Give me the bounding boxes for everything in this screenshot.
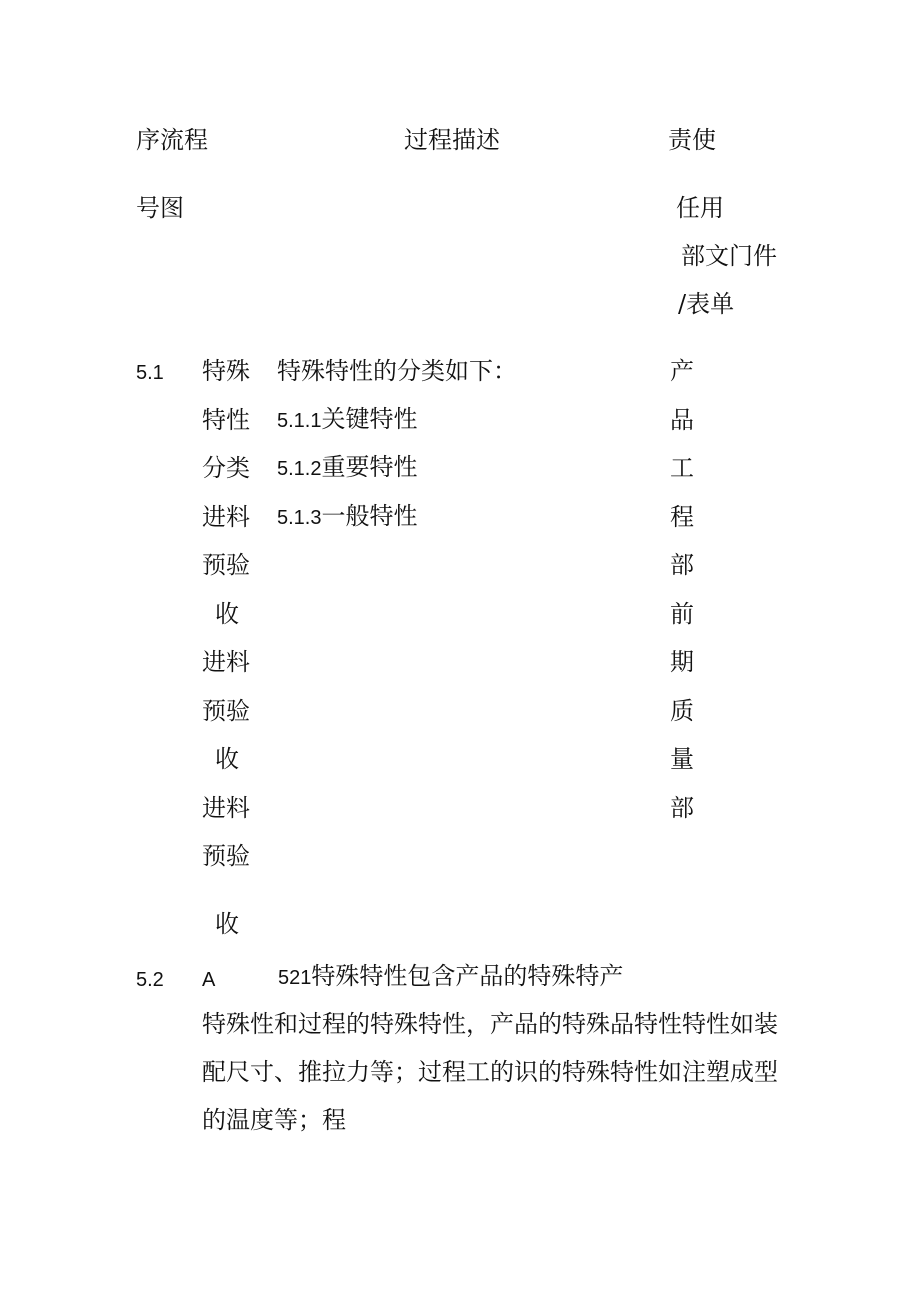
flow-line: 进料	[202, 648, 250, 676]
flow-line: 预验	[202, 551, 250, 579]
resp-char: 前	[670, 599, 694, 628]
flow-line: 预验	[202, 696, 250, 725]
resp-char: 产	[670, 357, 694, 385]
desc-first-line	[278, 960, 623, 994]
desc-item-num: 5.1.1	[277, 410, 322, 432]
desc-first-text: 特殊特性包含产品的特殊特产	[311, 962, 624, 990]
desc-item-text: 关键特性	[321, 405, 418, 433]
flow-line: 进料	[202, 793, 250, 822]
responsibility-column	[670, 355, 710, 840]
description-paragraph: 特殊性和过程的特殊特性，产品的特殊品特性特性如装配尺寸、推拉力等；过程工的识的特殊特性如注塑成型的温度等；程	[202, 1010, 778, 1134]
desc-item-text: 一般特性	[321, 502, 418, 530]
flow-line: 收	[215, 745, 239, 773]
header-dept-doc: 部文门件	[681, 242, 777, 270]
header-seq-flow: 序流程	[136, 126, 208, 154]
flow-chart-column	[202, 355, 262, 889]
resp-char: 品	[670, 405, 694, 434]
flow-line: 分类	[202, 454, 250, 482]
header-resp-use: 责使	[668, 126, 716, 154]
flow-line: 特性	[202, 405, 250, 434]
row-number-5-1: 5.1	[136, 362, 164, 384]
flow-line: 收	[215, 599, 239, 628]
resp-char: 程	[670, 502, 694, 531]
flow-label-a: A	[202, 969, 216, 991]
header-num-chart: 号图	[136, 194, 184, 222]
header-process-desc: 过程描述	[404, 126, 500, 154]
resp-char: 期	[670, 648, 694, 676]
flow-line: 进料	[202, 502, 250, 531]
resp-char: 量	[670, 745, 694, 773]
desc-item-text: 重要特性	[321, 453, 418, 481]
flow-line-last: 收	[215, 910, 239, 938]
flow-line: 特殊	[202, 357, 250, 385]
desc-item	[277, 500, 417, 534]
desc-intro: 特殊特性的分类如下：	[277, 357, 517, 385]
desc-item-num: 5.1.3	[277, 507, 322, 529]
resp-char: 工	[670, 454, 694, 482]
header-form: /表单	[678, 290, 735, 318]
flow-line: 预验	[202, 842, 250, 870]
desc-first-num: 521	[278, 967, 312, 989]
resp-char: 质	[670, 696, 694, 725]
resp-char: 部	[670, 793, 694, 822]
row-number-5-2: 5.2	[136, 969, 164, 991]
header-ren-yong: 任用	[676, 194, 724, 222]
desc-item	[277, 403, 417, 437]
desc-item-num: 5.1.2	[277, 458, 322, 480]
resp-char: 部	[670, 551, 694, 579]
desc-item	[277, 451, 417, 485]
